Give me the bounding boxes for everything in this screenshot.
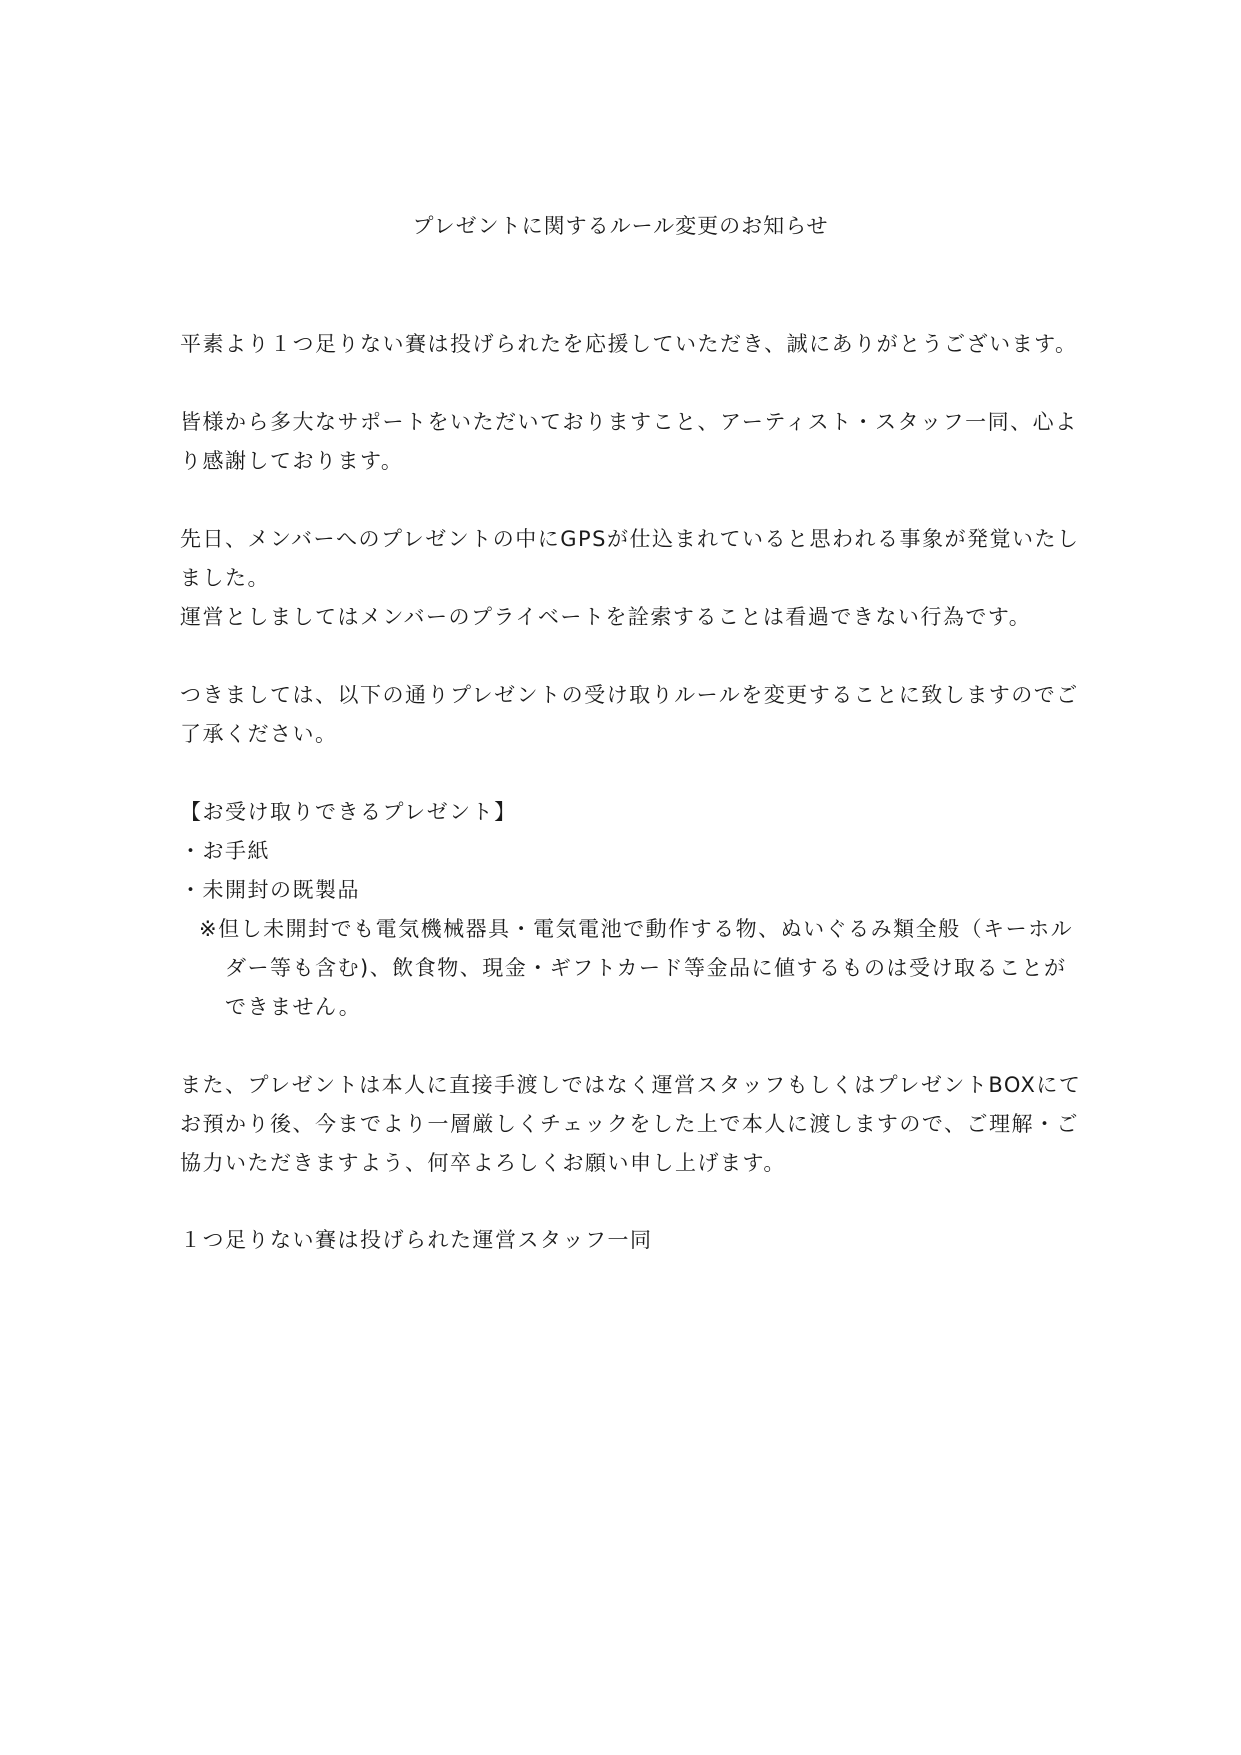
closing-line-2: お預かり後、今までより一層厳しくチェックをした上で本人に渡しますので、ご理解・ご xyxy=(180,1112,1079,1136)
paragraph-gap xyxy=(180,481,1060,520)
change-line-1: つきましては、以下の通りプレゼントの受け取りルールを変更することに致しますのでご xyxy=(180,683,1079,707)
signature: １つ足りない賽は投げられた運営スタッフ一同 xyxy=(180,1228,653,1252)
greeting-line: 平素より１つ足りない賽は投げられたを応援していただき、誠にありがとうございます。 xyxy=(180,332,1078,356)
rules-note-line-3: できません。 xyxy=(225,995,362,1019)
incident-line-2: ました。 xyxy=(180,566,270,590)
document-body xyxy=(180,325,1082,1183)
thanks-line-2: り感謝しております。 xyxy=(180,449,404,473)
rules-item-products: ・未開封の既製品 xyxy=(180,878,360,902)
paragraph-gap xyxy=(180,637,1060,676)
incident-line-3: 運営としましてはメンバーのプライベートを詮索することは看過できない行為です。 xyxy=(180,605,1032,629)
change-line-2: 了承ください。 xyxy=(180,722,338,746)
closing-line-3: 協力いただきますよう、何卒よろしくお願い申し上げます。 xyxy=(180,1151,786,1175)
rules-note-line-1: ※但し未開封でも電気機械器具・電気電池で動作する物、ぬいぐるみ類全般（キーホル xyxy=(199,917,1074,941)
thanks-line-1: 皆様から多大なサポートをいただいておりますこと、アーティスト・スタッフ一同、心よ xyxy=(180,410,1078,434)
rules-item-letters: ・お手紙 xyxy=(180,839,270,863)
closing-line-1: また、プレゼントは本人に直接手渡しではなく運営スタッフもしくはプレゼントBOXにて xyxy=(180,1073,1082,1097)
rules-heading: 【お受け取りできるプレゼント】 xyxy=(180,800,517,824)
document-title: プレゼントに関するルール変更のお知らせ xyxy=(412,214,829,238)
paragraph-gap xyxy=(180,364,1060,403)
paragraph-gap xyxy=(180,754,1060,793)
incident-line-1: 先日、メンバーへのプレゼントの中にGPSが仕込まれていると思われる事象が発覚いたし xyxy=(180,527,1080,551)
paragraph-gap xyxy=(180,1027,1060,1066)
rules-note-line-2: ダー等も含む)、飲食物、現金・ギフトカード等金品に値するものは受け取ることが xyxy=(225,956,1067,980)
